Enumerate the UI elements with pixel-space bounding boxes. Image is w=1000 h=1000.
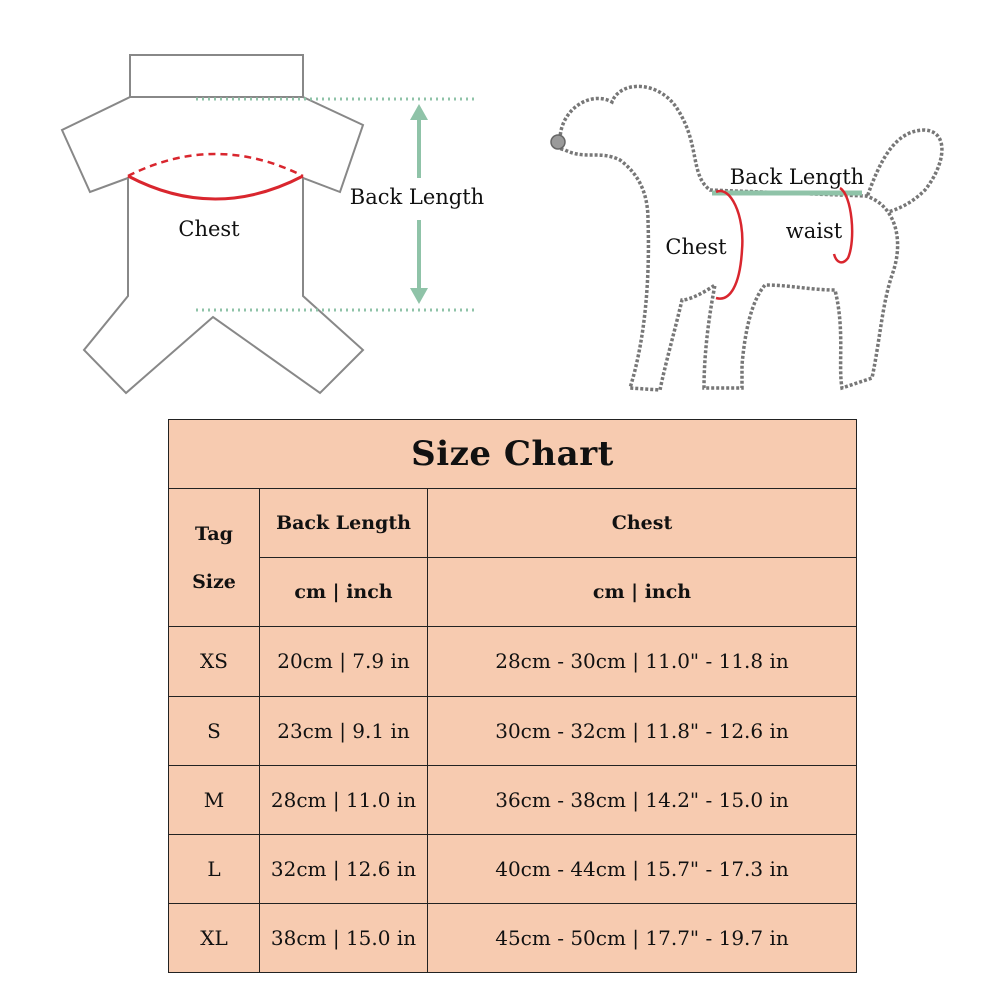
back-length-unit-header: cm | inch bbox=[260, 558, 428, 627]
dog-chest-label: Chest bbox=[665, 235, 727, 259]
size-cell: XS bbox=[169, 627, 260, 696]
garment-chest-label: Chest bbox=[178, 217, 240, 241]
dog-nose bbox=[551, 135, 565, 149]
size-cell: XL bbox=[169, 903, 260, 972]
table-row bbox=[169, 903, 857, 972]
table-row bbox=[169, 834, 857, 903]
back-length-cell: 20cm | 7.9 in bbox=[260, 627, 428, 696]
garment-arrow-head-top bbox=[410, 104, 428, 120]
size-cell: M bbox=[169, 765, 260, 834]
garment-diagram bbox=[62, 55, 484, 393]
size-chart-title: Size Chart bbox=[169, 420, 857, 489]
diagram-svg bbox=[0, 0, 1000, 410]
title-row bbox=[169, 420, 857, 489]
chest-cell: 40cm - 44cm | 15.7" - 17.3 in bbox=[428, 834, 857, 903]
back-length-cell: 28cm | 11.0 in bbox=[260, 765, 428, 834]
chest-unit-header: cm | inch bbox=[428, 558, 857, 627]
size-chart-table bbox=[168, 419, 857, 973]
chest-cell: 30cm - 32cm | 11.8" - 12.6 in bbox=[428, 696, 857, 765]
size-cell: S bbox=[169, 696, 260, 765]
chest-header: Chest bbox=[428, 489, 857, 558]
dog-back-length-label: Back Length bbox=[729, 165, 865, 189]
garment-back-length-label: Back Length bbox=[349, 185, 485, 209]
unit-row bbox=[169, 558, 857, 627]
garment-arrow-head-bottom bbox=[410, 288, 428, 304]
size-cell: L bbox=[169, 834, 260, 903]
measurement-diagrams bbox=[0, 0, 1000, 410]
tag-size-header bbox=[169, 489, 260, 627]
table-row bbox=[169, 696, 857, 765]
chest-cell: 36cm - 38cm | 14.2" - 15.0 in bbox=[428, 765, 857, 834]
tag-size-line1: Tag bbox=[195, 522, 233, 545]
tag-size-line2: Size bbox=[192, 570, 236, 593]
table-row bbox=[169, 627, 857, 696]
chest-cell: 28cm - 30cm | 11.0" - 11.8 in bbox=[428, 627, 857, 696]
header-row bbox=[169, 489, 857, 558]
garment-outline bbox=[62, 97, 363, 393]
back-length-header: Back Length bbox=[260, 489, 428, 558]
chest-cell: 45cm - 50cm | 17.7" - 19.7 in bbox=[428, 903, 857, 972]
back-length-cell: 38cm | 15.0 in bbox=[260, 903, 428, 972]
table-row bbox=[169, 765, 857, 834]
garment-collar bbox=[130, 55, 303, 97]
dog-waist-label: waist bbox=[785, 219, 843, 243]
dog-diagram bbox=[551, 86, 942, 390]
back-length-cell: 23cm | 9.1 in bbox=[260, 696, 428, 765]
back-length-cell: 32cm | 12.6 in bbox=[260, 834, 428, 903]
